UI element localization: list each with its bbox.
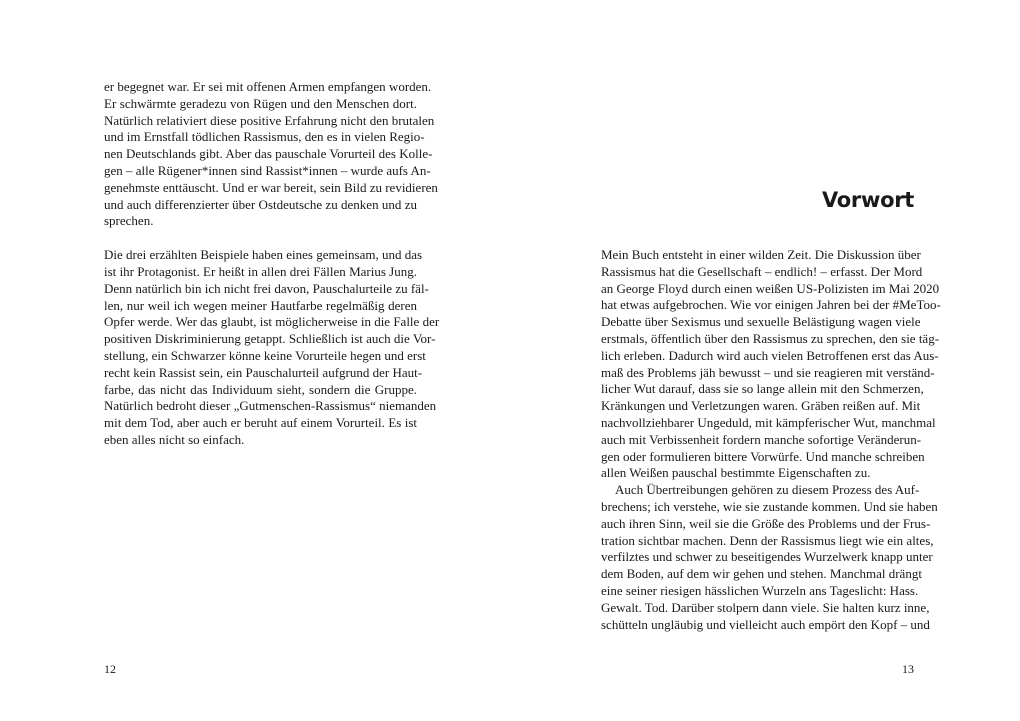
left-page-body — [104, 79, 440, 449]
text-line: Die drei erzählten Beispiele haben eines gemeinsam, und das — [104, 247, 423, 263]
text-line: eben alles nicht so einfach. — [104, 431, 245, 447]
text-line: Gewalt. Tod. Darüber stolpern dann viele. Sie halten kurz inne, — [601, 599, 930, 615]
text-line: stellung, ein Schwarzer könne keine Vorurteile hegen und erst — [104, 347, 426, 363]
text-line: positiven Diskriminierung getappt. Schließlich ist auch die Vor- — [104, 331, 436, 347]
right-page-body — [601, 247, 941, 633]
text-line: Mein Buch entsteht in einer wilden Zeit. Die Diskussion über — [601, 247, 921, 262]
text-line: recht kein Rassist sein, ein Pauschalurteil aufgrund der Haut- — [104, 364, 423, 380]
text-line: Debatte über Sexismus und sexuelle Belästigung wagen viele — [601, 314, 921, 330]
text-line: Kränkungen und Verletzungen waren. Gräben reißen auf. Mit — [601, 398, 921, 414]
text-line: brechens; ich verstehe, wie sie zustande kommen. Und sie haben — [601, 498, 938, 514]
text-line: verfilztes und schwer zu beseitigendes Wurzelwerk knapp unter — [601, 549, 933, 565]
right-paragraph-1 — [601, 247, 941, 482]
text-line: an George Floyd durch einen weißen US-Polizisten im Mai 2020 — [601, 280, 940, 296]
text-line: schütteln ungläubig und vielleicht auch empört den Kopf – und — [601, 616, 930, 632]
text-line: Er schwärmte geradezu von Rügen und den Menschen dort. — [104, 95, 417, 111]
text-line: nen Deutschlands gibt. Aber das pauschale Vorurteil des Kolle- — [104, 146, 433, 162]
text-line: ist ihr Protagonist. Er heißt in allen drei Fällen Marius Jung. — [104, 263, 417, 279]
text-line: allen Weißen pauschal bestimmte Eigenschaften zu. — [601, 465, 871, 481]
chapter-title: Vorwort — [821, 188, 914, 212]
text-line: hat etwas aufgebrochen. Wie vor einigen Jahren bei der #MeToo- — [601, 297, 941, 313]
text-line: Auch Übertreibungen gehören zu diesem Prozess des Auf- — [615, 482, 920, 498]
text-line: eine seiner riesigen hässlichen Wurzeln ans Tageslicht: Hass. — [601, 582, 919, 598]
text-line: auch mit Verbissenheit fordern manche sofortige Veränderun- — [601, 431, 922, 447]
text-line: Denn natürlich bin ich nicht frei davon, Pauschalurteile zu fäl- — [104, 280, 429, 296]
text-line: dem Boden, auf dem wir gehen und stehen. Manchmal drängt — [601, 566, 922, 582]
text-line: und auch differenzierter über Ostdeutsche zu denken und zu — [104, 196, 417, 212]
text-line: lich erleben. Dadurch wird auch vielen Betroffenen erst das Aus- — [601, 347, 939, 363]
text-line: farbe, das nicht das Individuum sieht, sondern die Gruppe. — [104, 381, 417, 397]
page-number-left: 12 — [104, 662, 116, 676]
text-line: auch ihren Sinn, weil sie die Größe des Problems und der Frus- — [601, 515, 931, 531]
text-line: genehmste enttäuscht. Und er war bereit, sein Bild zu revidieren — [104, 179, 438, 195]
page-number-right: 13 — [902, 662, 914, 676]
text-line: len, nur weil ich wegen meiner Hautfarbe regelmäßig deren — [104, 297, 417, 313]
text-line: Natürlich bedroht dieser „Gutmenschen-Rassismus“ niemanden — [104, 398, 437, 414]
text-line: Natürlich relativiert diese positive Erfahrung nicht den brutalen — [104, 112, 435, 128]
text-line: maß des Problems jäh bewusst – und sie reagieren mit verständ- — [601, 364, 935, 380]
text-line: Rassismus hat die Gesellschaft – endlich! – erfasst. Der Mord — [601, 263, 923, 279]
text-line: und im Ernstfall tödlichen Rassismus, den es in vielen Regio- — [104, 129, 425, 145]
text-line: erstmals, öffentlich über den Rassismus zu sprechen, den sie täg- — [601, 330, 940, 346]
left-paragraph-1 — [104, 79, 438, 230]
left-paragraph-2 — [104, 247, 440, 449]
text-line: tration sichtbar machen. Denn der Rassismus liegt wie ein altes, — [601, 532, 934, 548]
text-line: licher Wut darauf, dass sie so lange allein mit den Schmerzen, — [601, 381, 924, 397]
text-line: sprechen. — [104, 213, 154, 229]
text-line: nachvollziehbarer Ungeduld, mit kämpferischer Wut, manchmal — [601, 414, 936, 430]
right-page — [510, 0, 1020, 721]
text-line: mit dem Tod, aber auch er beruht auf einem Vorurteil. Es ist — [104, 415, 417, 431]
text-line: Opfer werde. Wer das glaubt, ist möglicherweise in die Falle der — [104, 314, 440, 330]
right-paragraph-2 — [601, 482, 938, 633]
text-line: gen – alle Rügener*innen sind Rassist*innen – wurde aufs An- — [104, 162, 431, 178]
text-line: er begegnet war. Er sei mit offenen Armen empfangen worden. — [104, 79, 432, 94]
text-line: gen oder formulieren bittere Vorwürfe. Und manche schreiben — [601, 448, 925, 464]
